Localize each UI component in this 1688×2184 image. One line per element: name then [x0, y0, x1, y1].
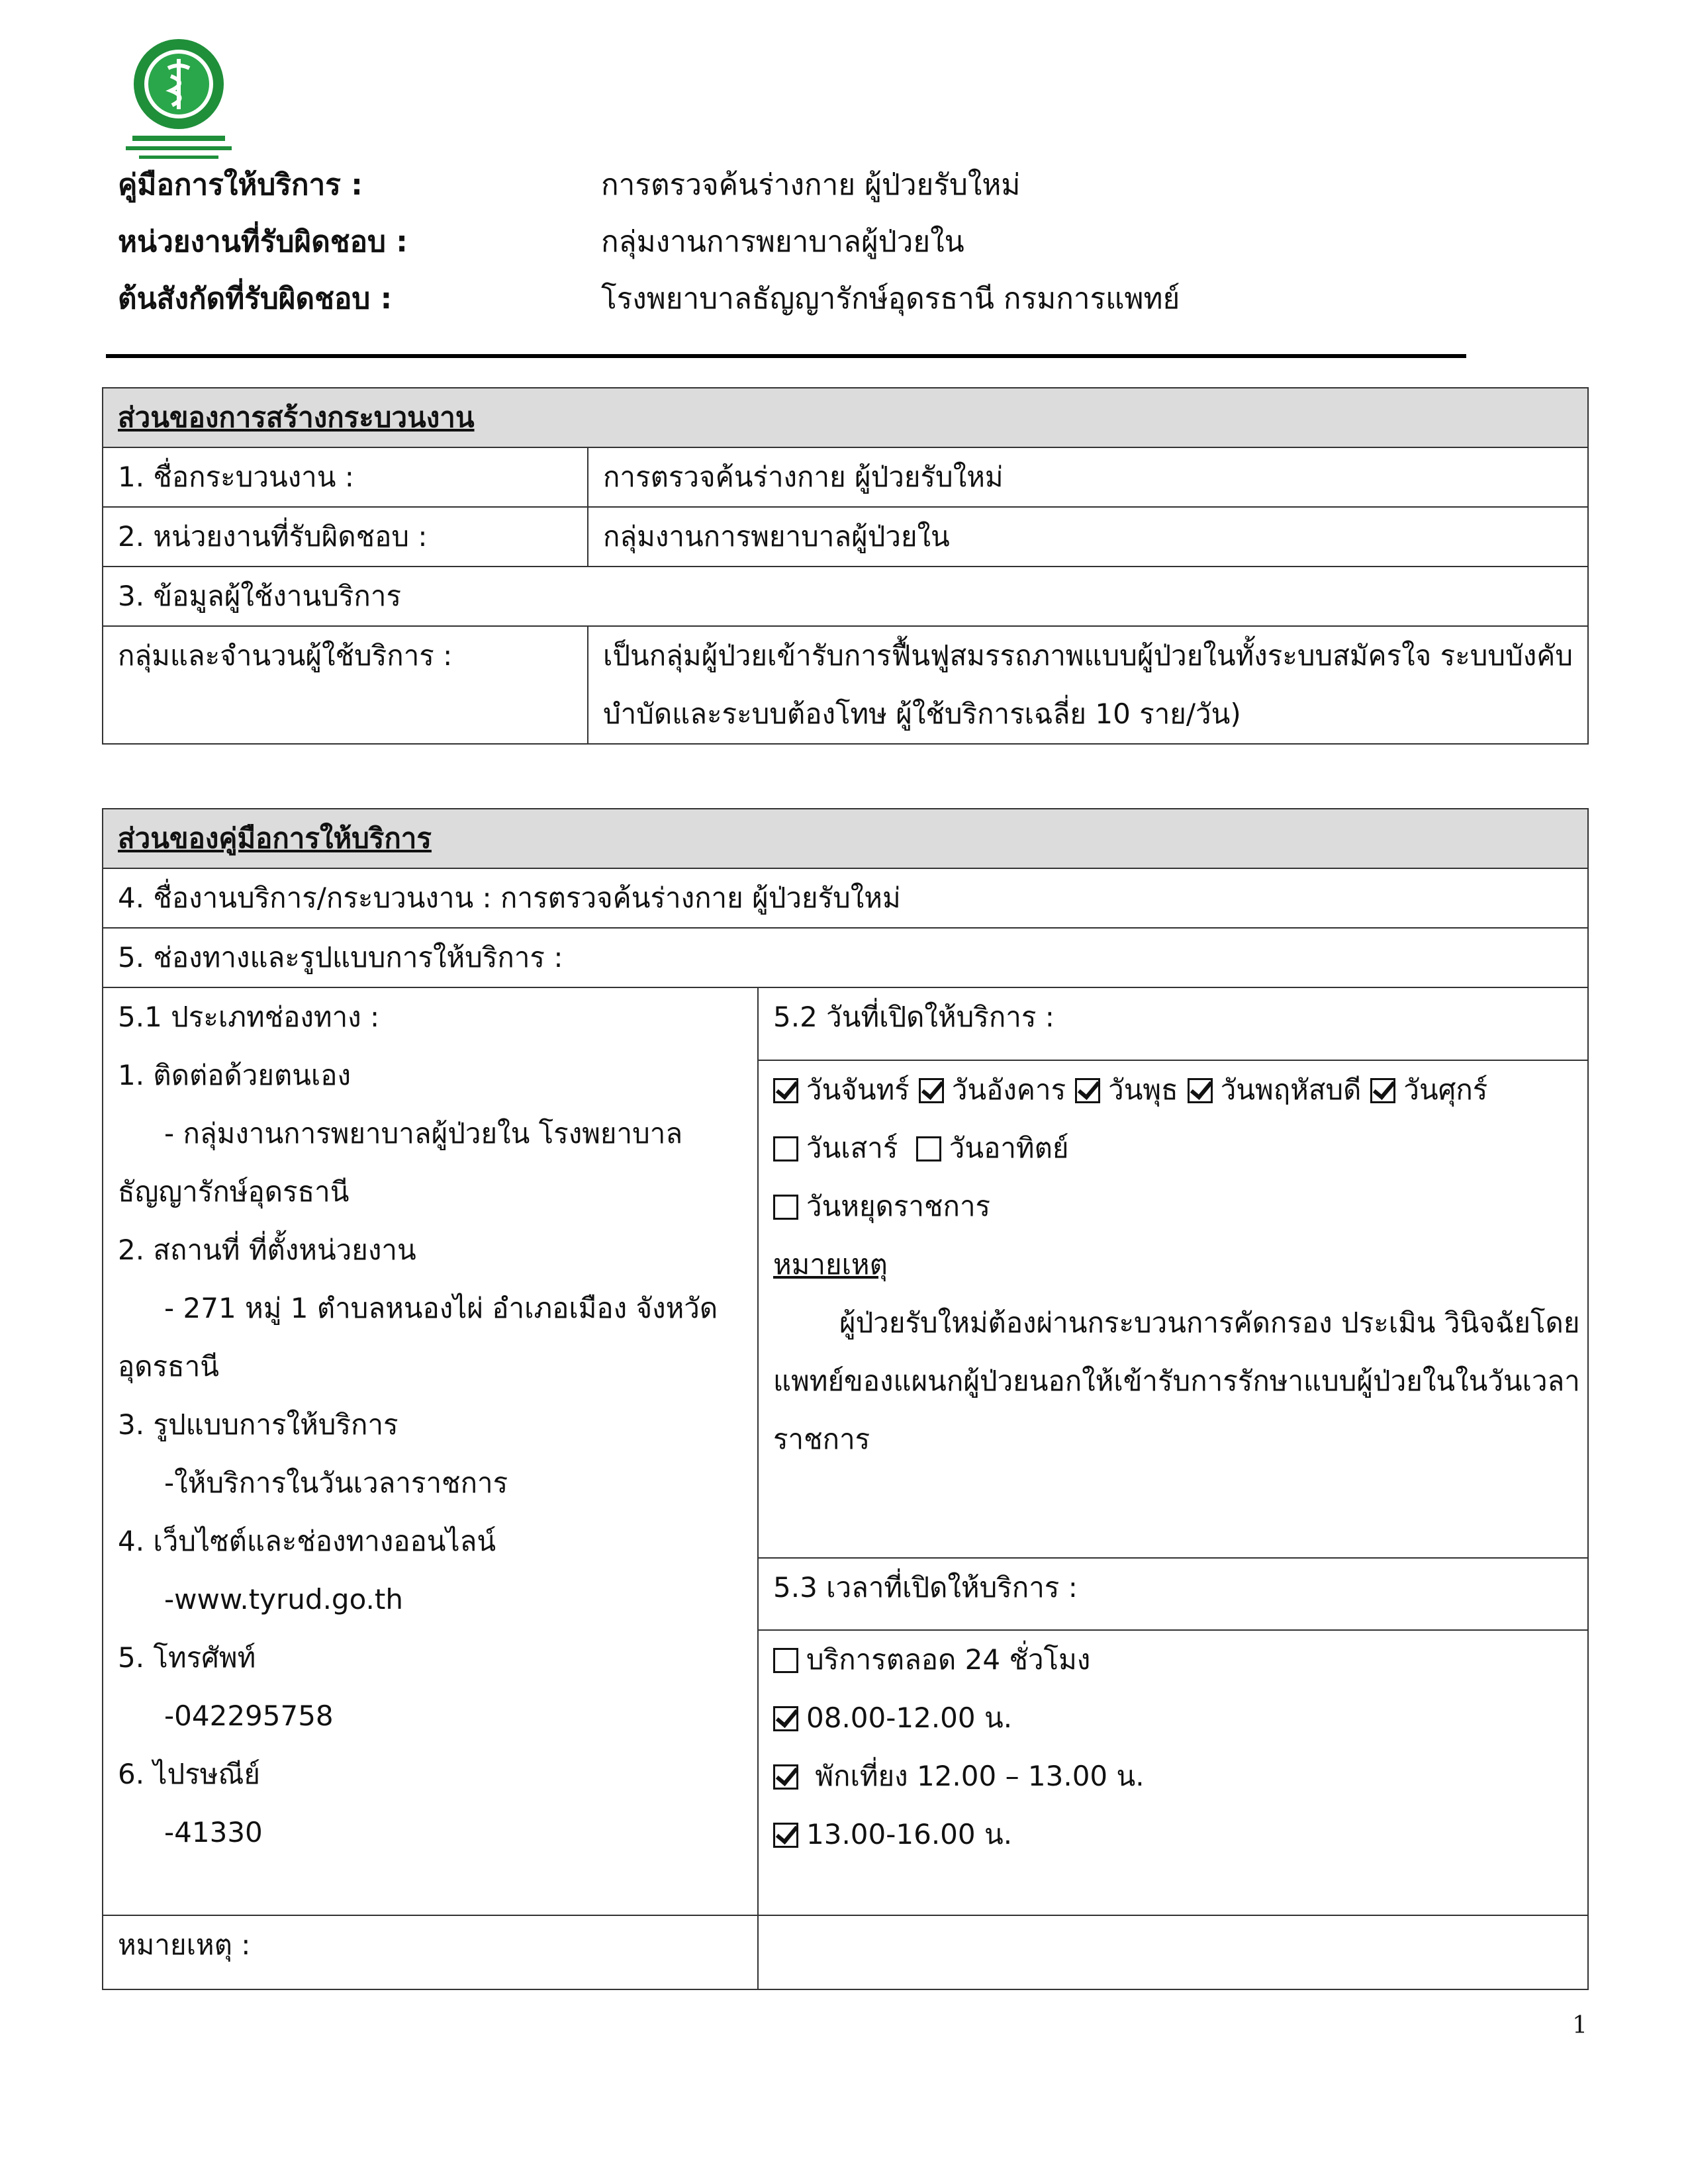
- users-label: กลุ่มและจำนวนผู้ใช้บริการ :: [103, 626, 588, 744]
- days-note-text: ราชการ: [773, 1422, 870, 1455]
- days-heading: 5.2 วันที่เปิดให้บริการ :: [758, 987, 1588, 1060]
- channel-subitem: - กลุ่มงานการพยาบาลผู้ป่วยใน โรงพยาบาล: [164, 1117, 683, 1150]
- hours-heading: 5.3 เวลาที่เปิดให้บริการ :: [758, 1558, 1588, 1631]
- process-name-label: 1. ชื่อกระบวนงาน :: [103, 447, 588, 507]
- channel-subitem: ธัญญารักษ์อุดรธานี: [118, 1175, 350, 1208]
- hours-checkbox-morning[interactable]: 08.00-12.00 น.: [773, 1689, 1573, 1747]
- checkbox-checked-icon: [773, 1706, 798, 1731]
- service-name: 4. ชื่องานบริการ/กระบวนงาน : การตรวจค้นร่างกาย ผู้ป่วยรับใหม่: [103, 868, 1588, 928]
- days-note-text: แพทย์ของแผนกผู้ป่วยนอกให้เข้ารับการรักษาแบบผู้ป่วยในในวันเวลา: [773, 1364, 1580, 1397]
- users-heading: 3. ข้อมูลผู้ใช้งานบริการ: [103, 567, 1588, 626]
- responsible-unit-label: 2. หน่วยงานที่รับผิดชอบ :: [103, 507, 588, 567]
- postal-code: -41330: [164, 1816, 263, 1848]
- parent-value: โรงพยาบาลธัญญารักษ์อุดรธานี กรมการแพทย์: [601, 282, 1180, 316]
- manual-value: การตรวจค้นร่างกาย ผู้ป่วยรับใหม่: [601, 168, 1021, 202]
- table-row: [103, 507, 1588, 567]
- website-link[interactable]: -www.tyrud.go.th: [164, 1583, 403, 1615]
- channel-types-heading: 5.1 ประเภทช่องทาง :: [118, 1001, 380, 1033]
- checkbox-checked-icon: [1075, 1078, 1100, 1103]
- day-checkbox-friday[interactable]: วันศุกร์: [1370, 1073, 1487, 1106]
- unit-value: กลุ่มงานการพยาบาลผู้ป่วยใน: [601, 225, 964, 259]
- remark-value: [758, 1915, 1588, 1989]
- checkbox-unchecked-icon: [773, 1136, 798, 1161]
- hours-checkbox-24h[interactable]: บริการตลอด 24 ชั่วโมง: [773, 1631, 1573, 1689]
- users-value-line: เป็นกลุ่มผู้ป่วยเข้ารับการฟื้นฟูสมรรถภาพแบบผู้ป่วยในทั้งระบบสมัครใจ ระบบบังคับ: [603, 639, 1573, 672]
- responsible-unit-value: กลุ่มงานการพยาบาลผู้ป่วยใน: [588, 507, 1588, 567]
- service-manual-table: [102, 808, 1589, 1990]
- days-cell: [758, 1060, 1588, 1558]
- days-row: [773, 1119, 1573, 1177]
- ministry-of-public-health-seal-icon: [119, 36, 238, 162]
- channel-subitem: - 271 หมู่ 1 ตำบลหนองไผ่ อำเภอเมือง จังหวัด: [164, 1292, 718, 1324]
- channel-item: 1. ติดต่อด้วยตนเอง: [118, 1059, 352, 1091]
- day-checkbox-tuesday[interactable]: วันอังคาร: [919, 1073, 1066, 1106]
- day-checkbox-sunday[interactable]: วันอาทิตย์: [916, 1132, 1069, 1164]
- day-checkbox-wednesday[interactable]: วันพุธ: [1075, 1073, 1178, 1106]
- checkbox-unchecked-icon: [773, 1195, 798, 1220]
- users-value: [588, 626, 1588, 744]
- section1-title: ส่วนของการสร้างกระบวนงาน: [103, 388, 1588, 447]
- phone-number: -042295758: [164, 1700, 334, 1732]
- channel-subitem: อุดรธานี: [118, 1350, 219, 1383]
- days-note-label: หมายเหตุ: [773, 1248, 888, 1281]
- process-name-value: การตรวจค้นร่างกาย ผู้ป่วยรับใหม่: [588, 447, 1588, 507]
- days-row: [773, 1177, 1573, 1236]
- parent-label: ต้นสังกัดที่รับผิดชอบ :: [118, 282, 393, 316]
- channel-item: 3. รูปแบบการให้บริการ: [118, 1408, 399, 1441]
- header-divider: [106, 354, 1466, 358]
- hours-checkbox-lunch[interactable]: พักเที่ยง 12.00 – 13.00 น.: [773, 1747, 1573, 1805]
- day-checkbox-holiday[interactable]: วันหยุดราชการ: [773, 1190, 990, 1222]
- days-note-text: ผู้ป่วยรับใหม่ต้องผ่านกระบวนการคัดกรอง ประเมิน วินิจฉัยโดย: [839, 1306, 1580, 1339]
- channel-item: 4. เว็บไซต์และช่องทางออนไลน์: [118, 1525, 496, 1557]
- day-checkbox-saturday[interactable]: วันเสาร์: [773, 1132, 898, 1164]
- checkbox-checked-icon: [773, 1823, 798, 1848]
- checkbox-unchecked-icon: [916, 1136, 941, 1161]
- manual-label: คู่มือการให้บริการ :: [118, 168, 363, 202]
- channel-item: 5. โทรศัพท์: [118, 1641, 256, 1674]
- day-checkbox-thursday[interactable]: วันพฤหัสบดี: [1188, 1073, 1362, 1106]
- checkbox-checked-icon: [1370, 1078, 1395, 1103]
- table-row: [103, 447, 1588, 507]
- checkbox-checked-icon: [919, 1078, 944, 1103]
- checkbox-checked-icon: [1188, 1078, 1213, 1103]
- users-value-line: บำบัดและระบบต้องโทษ ผู้ใช้บริการเฉลี่ย 10 ราย/วัน): [603, 698, 1241, 730]
- channel-item: 6. ไปรษณีย์: [118, 1758, 261, 1790]
- hours-cell: [758, 1630, 1588, 1915]
- channel-subitem: -ให้บริการในวันเวลาราชการ: [164, 1467, 508, 1499]
- checkbox-checked-icon: [773, 1764, 798, 1790]
- channels-heading: 5. ช่องทางและรูปแบบการให้บริการ :: [103, 928, 1588, 987]
- checkbox-unchecked-icon: [773, 1648, 798, 1673]
- table-row: [103, 626, 1588, 744]
- process-creation-table: [102, 387, 1589, 745]
- checkbox-checked-icon: [773, 1078, 798, 1103]
- page-number: 1: [1572, 2012, 1587, 2039]
- table-row: [103, 1915, 1588, 1989]
- remark-label: หมายเหตุ :: [103, 1915, 758, 1989]
- unit-label: หน่วยงานที่รับผิดชอบ :: [118, 225, 408, 259]
- channel-item: 2. สถานที่ ที่ตั้งหน่วยงาน: [118, 1234, 416, 1266]
- channel-types-cell: [103, 987, 758, 1915]
- hours-checkbox-afternoon[interactable]: 13.00-16.00 น.: [773, 1805, 1573, 1864]
- day-checkbox-monday[interactable]: วันจันทร์: [773, 1073, 910, 1106]
- section2-title: ส่วนของคู่มือการให้บริการ: [103, 809, 1588, 868]
- days-row: [773, 1061, 1573, 1119]
